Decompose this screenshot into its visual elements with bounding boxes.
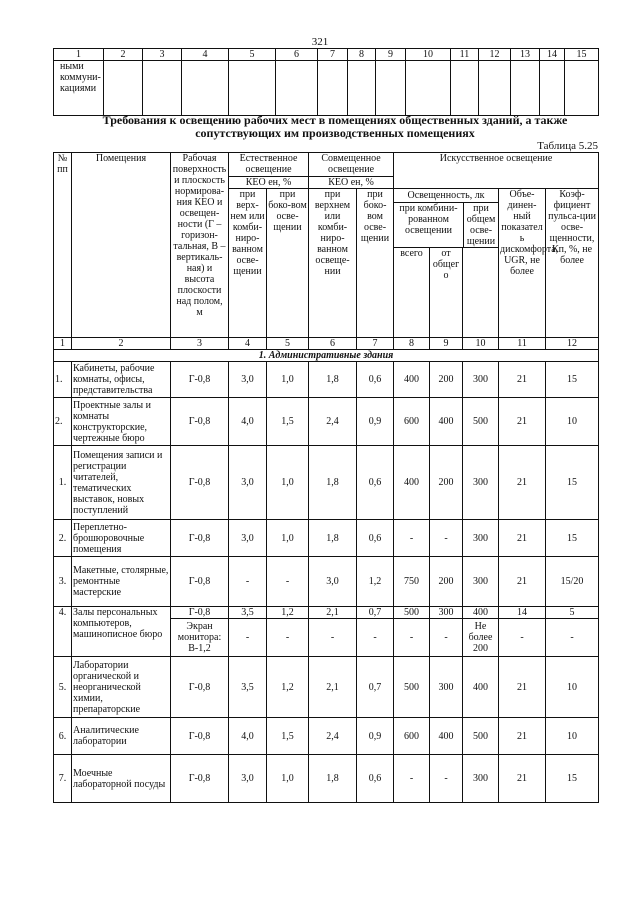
cell: 3,0 [309, 557, 357, 607]
lighting-table [53, 152, 599, 803]
cell: 10 [546, 657, 599, 718]
cell: 21 [499, 657, 546, 718]
cell: 21 [499, 718, 546, 755]
cell: - [499, 619, 546, 657]
cell: 1,2 [357, 557, 394, 607]
header-illum-general: при общем осве-щении [466, 203, 496, 247]
col-num: 8 [348, 49, 376, 61]
header-combined: Совмещенное освещение [309, 153, 394, 177]
cell: 1,8 [309, 755, 357, 803]
cell: 4,0 [229, 398, 267, 446]
col-num: 2 [104, 49, 143, 61]
cell: 500 [463, 398, 499, 446]
row-room: Лаборатории органической и неорганической химии, препараторские [72, 657, 171, 718]
cell: 0,6 [357, 755, 394, 803]
cell: 1,0 [267, 520, 309, 557]
cell: 3,0 [229, 362, 267, 398]
cell: - [229, 619, 267, 657]
row-no: 7. [54, 755, 72, 803]
cell: 15 [546, 446, 599, 520]
col-num: 9 [430, 338, 463, 350]
cell: 2,4 [309, 398, 357, 446]
cell: 300 [430, 657, 463, 718]
header-natural-keo: КЕО eн, % [229, 177, 309, 189]
table-row [54, 557, 599, 607]
cell: 500 [394, 607, 430, 619]
row-room: Переплетно-брошюровочные помещения [72, 520, 171, 557]
header-comb-top: при верхнем или комби-ниро-ванном освеще-нии [309, 189, 357, 338]
cell: 600 [394, 398, 430, 446]
cell: 400 [394, 362, 430, 398]
page-title: Требования к освещению рабочих мест в помещениях общественных зданий, а также сопутствующих им производственных помещениях [102, 113, 568, 140]
header-illum-total: всего [394, 248, 430, 338]
cell: 3,0 [229, 520, 267, 557]
row-surface: Экран монитора: В-1,2 [171, 619, 229, 657]
cell: 750 [394, 557, 430, 607]
col-num: 6 [309, 338, 357, 350]
cell: 300 [463, 362, 499, 398]
cell: 21 [499, 557, 546, 607]
col-num: 5 [267, 338, 309, 350]
col-num: 5 [229, 49, 276, 61]
col-num: 3 [171, 338, 229, 350]
cell: 3,0 [229, 755, 267, 803]
cell: 15 [546, 755, 599, 803]
column-number-row [54, 49, 599, 61]
cell: 2,1 [309, 657, 357, 718]
row-room: Проектные залы и комнаты конструкторские, чертежные бюро [72, 398, 171, 446]
cell: 4,0 [229, 718, 267, 755]
cell: - [357, 619, 394, 657]
col-num: 4 [182, 49, 229, 61]
row-surface: Г-0,8 [171, 520, 229, 557]
col-num: 11 [499, 338, 546, 350]
header-illum-comb: при комбини-рованном освещении [394, 203, 464, 247]
cell: 200 [430, 362, 463, 398]
cell: - [394, 755, 430, 803]
cell: 1,5 [267, 718, 309, 755]
cell: Не более 200 [463, 619, 499, 657]
col-num: 13 [511, 49, 540, 61]
page-number: 321 [311, 36, 329, 48]
cell: 1,8 [309, 520, 357, 557]
cell: 3,0 [229, 446, 267, 520]
table-row [54, 657, 599, 718]
cell: 21 [499, 755, 546, 803]
cell: 300 [463, 520, 499, 557]
cell: 400 [463, 657, 499, 718]
cell: 21 [499, 398, 546, 446]
table-row [54, 755, 599, 803]
cell: 10 [546, 718, 599, 755]
cell: - [394, 619, 430, 657]
cell: 400 [430, 718, 463, 755]
header-combined-keo: КЕО eн, % [309, 177, 394, 189]
cell: - [394, 520, 430, 557]
row-no: 1. [54, 446, 72, 520]
cell: 300 [430, 607, 463, 619]
table-row [54, 718, 599, 755]
cell: 400 [463, 607, 499, 619]
row-surface: Г-0,8 [171, 607, 229, 619]
cell: 1,2 [267, 657, 309, 718]
row-room: Залы персональных компьютеров, машинописное бюро [72, 607, 171, 657]
column-number-row [54, 338, 599, 350]
table-row [54, 398, 599, 446]
cell: 3,5 [229, 607, 267, 619]
row-room: Помещения записи и регистрации читателей, тематических выставок, новых поступлений [72, 446, 171, 520]
cell: 21 [499, 446, 546, 520]
continuation-row [54, 61, 599, 116]
row-surface: Г-0,8 [171, 446, 229, 520]
row-surface: Г-0,8 [171, 657, 229, 718]
cell: 1,5 [267, 398, 309, 446]
col-num: 14 [540, 49, 565, 61]
row-no: 5. [54, 657, 72, 718]
col-num: 8 [394, 338, 430, 350]
col-num: 3 [143, 49, 182, 61]
row-room: Кабинеты, рабочие комнаты, офисы, представительства [72, 362, 171, 398]
cell: - [267, 557, 309, 607]
continuation-table [53, 48, 599, 116]
cell: 500 [463, 718, 499, 755]
col-num: 2 [72, 338, 171, 350]
cell: 0,9 [357, 718, 394, 755]
header-illum-general-part: от общег о [430, 248, 463, 338]
cell: 600 [394, 718, 430, 755]
col-num: 1 [54, 49, 104, 61]
col-num: 15 [565, 49, 599, 61]
header-nat-side: при боко-вом осве-щении [267, 189, 309, 338]
cell: 1,0 [267, 446, 309, 520]
cell: 1,0 [267, 362, 309, 398]
cell: 300 [463, 755, 499, 803]
col-num: 10 [406, 49, 451, 61]
row-no: 4. [54, 607, 72, 657]
row-room: Аналитические лаборатории [72, 718, 171, 755]
table-row [54, 607, 599, 619]
row-no: 2. [54, 520, 72, 557]
table-row [54, 520, 599, 557]
cell: 10 [546, 398, 599, 446]
col-num: 9 [376, 49, 406, 61]
row-no: 6. [54, 718, 72, 755]
cell: 0,6 [357, 520, 394, 557]
cell: 15 [546, 362, 599, 398]
header-kp: Коэф-фициент пульса-ции осве-щенности, Кп, %, не более [546, 189, 599, 338]
header-artificial: Искусственное освещение [394, 153, 599, 177]
cell: 15/20 [546, 557, 599, 607]
col-num: 10 [463, 338, 499, 350]
col-num: 7 [357, 338, 394, 350]
cell: 21 [499, 520, 546, 557]
cell: 200 [430, 557, 463, 607]
row-surface: Г-0,8 [171, 398, 229, 446]
cell: - [229, 557, 267, 607]
col-num: 11 [451, 49, 479, 61]
col-num: 7 [318, 49, 348, 61]
header-room: Помещения [72, 153, 171, 338]
col-num: 12 [546, 338, 599, 350]
cell: 500 [394, 657, 430, 718]
cell: 1,2 [267, 607, 309, 619]
cell: 2,1 [309, 607, 357, 619]
header-ugr: Объе-динен-ный показател ь дискомфорта, UGR, не более [499, 189, 546, 338]
row-room: Макетные, столярные, ремонтные мастерские [72, 557, 171, 607]
row-room: Моечные лабораторной посуды [72, 755, 171, 803]
header-surface: Рабочая поверхность и плоскость нормирова-ния КЕО и освещен-ности (Г – горизон-тальная, В – вертикаль-ная) и высота плоскости над полом, м [171, 153, 229, 338]
header-illum: Освещенность, лк [394, 189, 498, 203]
cell: 0,7 [357, 607, 394, 619]
row-no: 1. [54, 362, 72, 398]
row-surface: Г-0,8 [171, 718, 229, 755]
col-num: 1 [54, 338, 72, 350]
col-num: 12 [479, 49, 511, 61]
cell: 14 [499, 607, 546, 619]
row-surface: Г-0,8 [171, 362, 229, 398]
header-no: № пп [54, 153, 72, 338]
cell: - [267, 619, 309, 657]
cell: - [430, 619, 463, 657]
row-no: 2. [54, 398, 72, 446]
header-nat-top: при верх-нем или комби-ниро-ванном осве-щении [229, 189, 267, 338]
cell: 1,0 [267, 755, 309, 803]
cell: 5 [546, 607, 599, 619]
cell: - [430, 520, 463, 557]
row-surface: Г-0,8 [171, 755, 229, 803]
cell: - [546, 619, 599, 657]
cell: 2,4 [309, 718, 357, 755]
col-num: 4 [229, 338, 267, 350]
table-row [54, 362, 599, 398]
header-natural: Естественное освещение [229, 153, 309, 177]
cell: 0,6 [357, 362, 394, 398]
cell: 3,5 [229, 657, 267, 718]
cell: 400 [394, 446, 430, 520]
cell: 0,7 [357, 657, 394, 718]
cell: 0,9 [357, 398, 394, 446]
row-surface: Г-0,8 [171, 557, 229, 607]
cell: 15 [546, 520, 599, 557]
cell: - [430, 755, 463, 803]
cell: 21 [499, 362, 546, 398]
header-comb-side: при боко-вом осве-щении [357, 189, 394, 338]
table-label: Таблица 5.25 [537, 140, 598, 152]
cell: 200 [430, 446, 463, 520]
cell: 300 [463, 446, 499, 520]
cell: 0,6 [357, 446, 394, 520]
cell: 300 [463, 557, 499, 607]
cell: 400 [430, 398, 463, 446]
cell: - [309, 619, 357, 657]
section-heading: 1. Административные здания [54, 350, 599, 362]
col-num: 6 [276, 49, 318, 61]
row-no: 3. [54, 557, 72, 607]
cell: 1,8 [309, 362, 357, 398]
continuation-text: ными коммуни-кациями [54, 61, 104, 116]
table-row [54, 446, 599, 520]
cell: 1,8 [309, 446, 357, 520]
